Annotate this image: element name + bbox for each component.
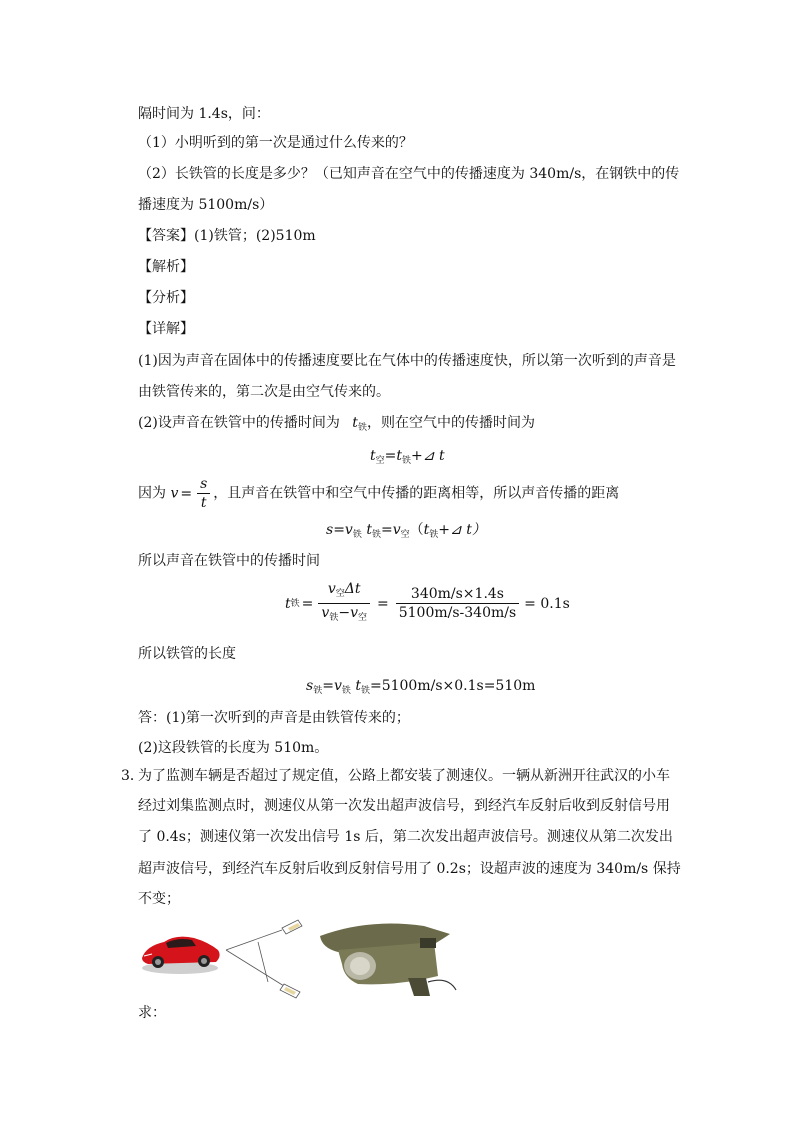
math-symbol: v: [170, 485, 179, 502]
text-line: 为了监测车辆是否超过了规定值，公路上都安装了测速仪。一辆从新洲开往武汉的小车: [138, 768, 670, 784]
math-symbol: t: [423, 522, 430, 538]
math-operator: +⊿ t: [411, 448, 445, 464]
math-subscript: 铁: [429, 530, 439, 540]
text-line: 答：(1)第一次听到的声音是由铁管传来的；: [138, 710, 410, 726]
detail-heading: 【详解】: [138, 321, 194, 337]
math-result: = 0.1s: [524, 595, 570, 612]
fraction-numerator: 340m/s×1.4s: [410, 586, 504, 602]
math-subscript: 空: [400, 530, 410, 540]
math-symbol: s: [326, 522, 334, 538]
math-symbol: v: [333, 678, 342, 694]
math-subscript: 空: [357, 613, 367, 623]
math-subscript: 铁: [313, 686, 323, 696]
math-subscript: 铁: [402, 456, 412, 466]
text-line: 隔时间为 1.4s，问：: [138, 106, 270, 122]
text-line: 播速度为 5100m/s）: [138, 197, 274, 213]
math-subscript: 铁: [290, 598, 300, 609]
math-symbol: t: [285, 595, 291, 612]
math-symbol: Δt: [344, 581, 361, 597]
text-line: 所以声音在铁管中的传播时间: [138, 553, 320, 569]
signal-line: [226, 950, 284, 986]
math-operator: =: [180, 485, 193, 502]
text-fragment: (2)设声音在铁管中的传播时间为: [138, 415, 340, 431]
text-line: [138, 475, 619, 512]
text-line: 由铁管传来的，第二次是由空气传来的。: [138, 384, 390, 400]
math-operator: （: [409, 522, 424, 538]
question-1: （1）小明听到的第一次是通过什么传来的？: [138, 135, 413, 151]
text-line: 了 0.4s；测速仪第一次发出信号 1s 后，第二次发出超声波信号。测速仪从第二次发出: [138, 829, 673, 845]
math-subscript: 铁: [329, 613, 339, 623]
text-fragment: 因为: [138, 485, 166, 502]
red-car-image: [142, 937, 220, 974]
speed-camera-illustration: [138, 912, 468, 1004]
fenxi-heading: 【分析】: [138, 290, 194, 306]
math-symbol: v: [327, 581, 336, 597]
signal-pulse-icon: [282, 920, 302, 934]
fraction: [197, 475, 210, 512]
math-operator: =: [301, 595, 314, 612]
math-operator: =: [384, 448, 397, 464]
math-symbol: t: [352, 415, 358, 431]
fraction-numerator: [325, 580, 364, 603]
equation-3: [285, 580, 570, 627]
fraction-denominator: [318, 604, 370, 627]
math-operator: =5100m/s×0.1s=510m: [369, 678, 536, 694]
answer-line: 【答案】(1)铁管；(2)510m: [138, 228, 316, 244]
math-operator: −: [338, 605, 351, 621]
math-subscript: 空: [375, 456, 385, 466]
text-line: 不变；: [138, 891, 180, 907]
math-subscript: 铁: [357, 423, 367, 433]
math-symbol: s: [306, 678, 314, 694]
question-2: （2）长铁管的长度是多少？（已知声音在空气中的传播速度为 340m/s，在钢铁中的传: [138, 166, 680, 182]
fraction: [396, 585, 519, 622]
fraction-denominator: t: [200, 495, 207, 511]
math-subscript: 铁: [341, 686, 351, 696]
math-operator: +⊿ t）: [438, 522, 486, 538]
math-symbol: v: [392, 522, 401, 538]
math-subscript: 空: [335, 589, 345, 599]
math-operator: =: [333, 522, 345, 538]
text-line: 所以铁管的长度: [138, 646, 236, 662]
math-symbol: v: [350, 605, 358, 621]
math-operator: =: [322, 678, 334, 694]
math-symbol: t: [396, 448, 403, 464]
question-number: 3．: [121, 768, 144, 784]
fraction: [318, 580, 370, 627]
math-symbol: t: [366, 522, 372, 538]
equation-4: [306, 676, 535, 701]
text-line: 超声波信号，到经汽车反射后收到反射信号用了 0.2s；设超声波的速度为 340m/s 保持: [138, 861, 681, 877]
math-subscript: 铁: [360, 686, 370, 696]
signal-line: [258, 942, 268, 982]
math-subscript: 铁: [352, 530, 362, 540]
text-line: (1)因为声音在固体中的传播速度要比在气体中的传播速度快，所以第一次听到的声音是: [138, 353, 676, 369]
math-symbol: v: [344, 522, 353, 538]
math-symbol: v: [321, 605, 330, 621]
math-operator: =: [377, 595, 389, 612]
speed-camera-image: [320, 924, 456, 996]
signal-pulse-icon: [280, 984, 300, 998]
fraction-numerator: s: [200, 476, 208, 492]
math-subscript: 铁: [371, 530, 381, 540]
text-line: 经过刘集监测点时，测速仪从第一次发出超声波信号，到经汽车反射后收到反射信号用: [138, 798, 670, 814]
math-symbol: t: [370, 448, 376, 464]
text-line: (2)这段铁管的长度为 510m。: [138, 740, 329, 756]
fraction-denominator: 5100m/s-340m/s: [398, 605, 517, 621]
equation-1: [370, 446, 445, 471]
math-operator: =: [380, 522, 393, 538]
equation-2: [326, 520, 486, 545]
text-fragment: ，且声音在铁管中和空气中传播的距离相等，所以声音传播的距离: [213, 485, 620, 502]
text-fragment: ，则在空气中的传播时间为: [366, 415, 535, 431]
text-line: 求：: [138, 1005, 166, 1021]
signal-line: [226, 930, 282, 950]
text-line: [138, 413, 535, 438]
math-symbol: t: [355, 678, 361, 694]
analysis-heading: 【解析】: [138, 259, 194, 275]
